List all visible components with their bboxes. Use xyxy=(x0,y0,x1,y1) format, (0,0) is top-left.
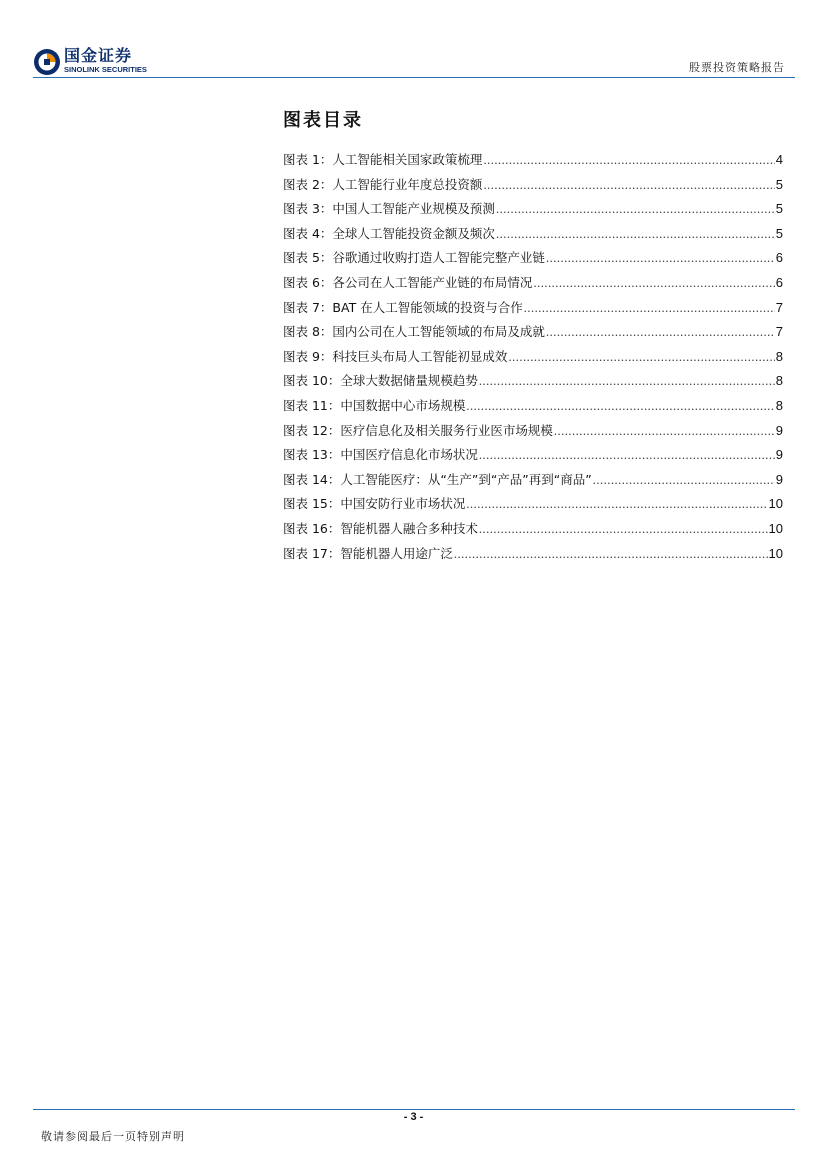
toc-entry-7[interactable] xyxy=(283,296,783,321)
toc-entry-label: 图表 7：BAT 在人工智能领域的投资与合作 xyxy=(283,299,523,315)
toc-entry-page: 7 xyxy=(775,299,783,315)
company-logo xyxy=(33,46,163,78)
footer-divider xyxy=(33,1109,795,1110)
toc-entry-label: 图表 16：智能机器人融合多种技术 xyxy=(283,520,478,536)
header-divider xyxy=(33,77,795,78)
toc-entry-page: 5 xyxy=(775,201,783,217)
toc-entry-page: 8 xyxy=(775,397,783,413)
toc-entry-page: 9 xyxy=(775,422,783,438)
toc-entry-page: 6 xyxy=(775,274,783,290)
toc-dot-leader xyxy=(454,542,768,567)
toc-dot-leader xyxy=(554,419,775,444)
toc-dot-leader xyxy=(479,369,775,394)
toc-entry-label: 图表 6：各公司在人工智能产业链的布局情况 xyxy=(283,274,533,290)
page-number: - 3 - xyxy=(403,1111,424,1123)
toc-dot-leader xyxy=(546,246,775,271)
toc-entry-page: 6 xyxy=(775,250,783,266)
toc-entry-14[interactable] xyxy=(283,468,783,493)
toc-dot-leader xyxy=(466,394,774,419)
toc-entry-label: 图表 11：中国数据中心市场规模 xyxy=(283,397,466,413)
toc-dot-leader xyxy=(508,345,774,370)
toc-entry-page: 9 xyxy=(775,447,783,463)
toc-dot-leader xyxy=(496,222,775,247)
toc-title: 图表目录 xyxy=(283,110,363,131)
toc-dot-leader xyxy=(479,517,768,542)
toc-entry-9[interactable] xyxy=(283,345,783,370)
toc-entry-page: 8 xyxy=(775,348,783,364)
toc-entry-1[interactable] xyxy=(283,148,783,173)
toc-entry-label: 图表 12：医疗信息化及相关服务行业医市场规模 xyxy=(283,422,553,438)
toc-entry-label: 图表 17：智能机器人用途广泛 xyxy=(283,545,453,561)
toc-entry-8[interactable] xyxy=(283,320,783,345)
toc-entry-5[interactable] xyxy=(283,246,783,271)
toc-dot-leader xyxy=(546,320,775,345)
toc-dot-leader xyxy=(483,148,774,173)
toc-entry-label: 图表 15：中国安防行业市场状况 xyxy=(283,496,466,512)
toc-entry-page: 4 xyxy=(775,152,783,167)
toc-entry-label: 图表 2：人工智能行业年度总投资额 xyxy=(283,176,483,192)
logo-chinese-name: 国金证券 xyxy=(64,46,133,65)
toc-entry-page: 7 xyxy=(775,324,783,340)
toc-entry-page: 5 xyxy=(775,225,783,241)
toc-entry-label: 图表 4：全球人工智能投资金额及频次 xyxy=(283,225,495,241)
toc-entry-11[interactable] xyxy=(283,394,783,419)
toc-entry-4[interactable] xyxy=(283,222,783,247)
toc-entry-label: 图表 13：中国医疗信息化市场状况 xyxy=(283,447,478,463)
toc-dot-leader xyxy=(479,443,775,468)
toc-dot-leader xyxy=(496,197,775,222)
logo-english-name: SINOLINK SECURITIES xyxy=(64,65,147,74)
toc-entry-page: 10 xyxy=(768,496,783,512)
report-type-title: 股票投资策略报告 xyxy=(689,61,785,74)
toc-entry-13[interactable] xyxy=(283,443,783,468)
page-header xyxy=(0,0,827,80)
figure-table-of-contents xyxy=(283,108,783,566)
toc-dot-leader xyxy=(533,271,774,296)
toc-entry-15[interactable] xyxy=(283,492,783,517)
toc-entry-12[interactable] xyxy=(283,419,783,444)
toc-entry-label: 图表 3：中国人工智能产业规模及预测 xyxy=(283,201,495,217)
toc-dot-leader xyxy=(524,296,775,321)
toc-dot-leader xyxy=(466,492,767,517)
toc-entry-16[interactable] xyxy=(283,517,783,542)
toc-entry-10[interactable] xyxy=(283,369,783,394)
toc-dot-leader xyxy=(483,173,774,198)
toc-entry-6[interactable] xyxy=(283,271,783,296)
toc-entry-label: 图表 5：谷歌通过收购打造人工智能完整产业链 xyxy=(283,250,545,266)
toc-dot-leader xyxy=(593,468,775,493)
toc-entry-label: 图表 9：科技巨头布局人工智能初显成效 xyxy=(283,348,508,364)
sinolink-logo-icon xyxy=(33,48,61,76)
toc-entry-page: 10 xyxy=(768,520,783,536)
toc-entry-17[interactable] xyxy=(283,542,783,567)
toc-entry-label: 图表 10：全球大数据储量规模趋势 xyxy=(283,373,478,389)
toc-entry-label: 图表 14：人工智能医疗：从“生产”到“产品”再到“商品” xyxy=(283,471,592,487)
toc-entry-page: 8 xyxy=(775,373,783,389)
footer-disclaimer: 敬请参阅最后一页特别声明 xyxy=(41,1130,185,1143)
toc-entry-label: 图表 8：国内公司在人工智能领域的布局及成就 xyxy=(283,324,545,340)
toc-entry-page: 10 xyxy=(768,545,783,561)
toc-entry-label: 图表 1：人工智能相关国家政策梳理 xyxy=(283,152,483,167)
toc-entry-2[interactable] xyxy=(283,173,783,198)
toc-entry-page: 9 xyxy=(775,471,783,487)
toc-entry-page: 5 xyxy=(775,176,783,192)
toc-list xyxy=(283,148,783,566)
toc-entry-3[interactable] xyxy=(283,197,783,222)
